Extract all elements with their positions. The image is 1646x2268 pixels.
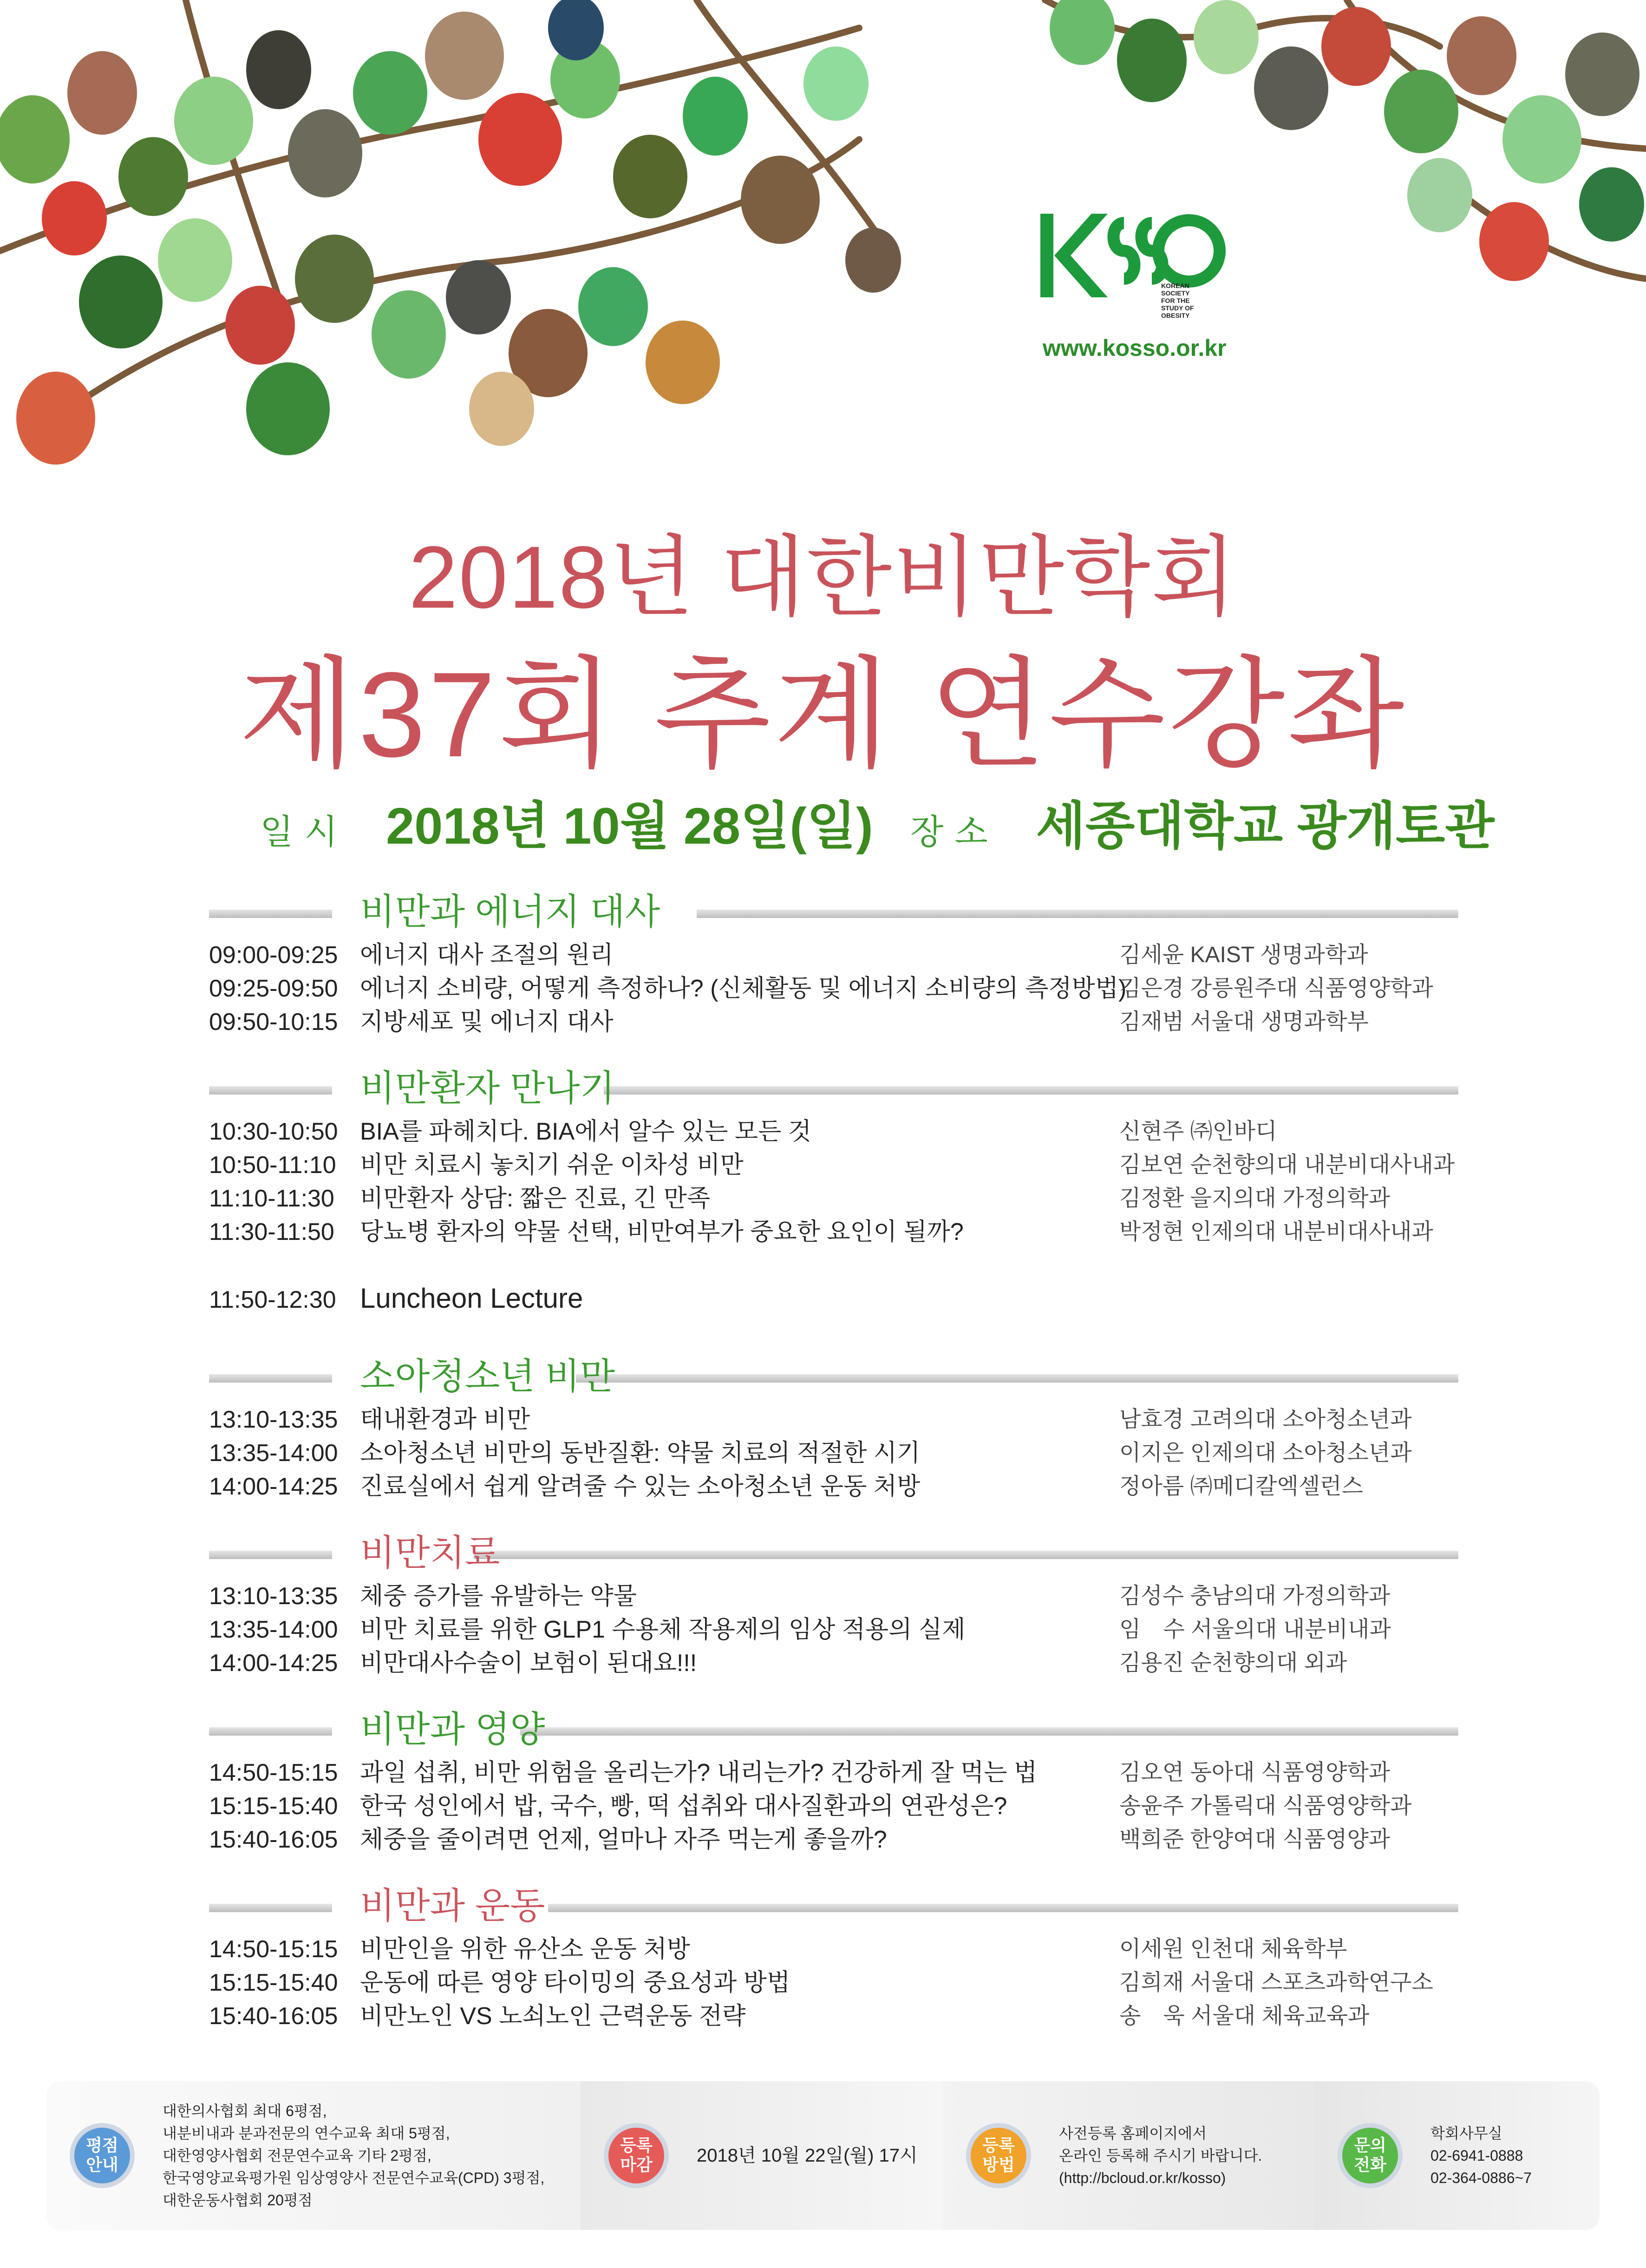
- session-time: 13:35-14:00: [209, 1440, 338, 1467]
- method-badge-text: 등록: [982, 2136, 1015, 2155]
- contact-phone[interactable]: 02-364-0886~7: [1430, 2170, 1532, 2186]
- session-speaker: 김오연 동아대 식품영양학과: [1119, 1760, 1391, 1785]
- session-topic: 비만노인 VS 노쇠노인 근력운동 전략: [360, 2003, 746, 2030]
- date-label: 일시: [260, 813, 349, 851]
- program-row: [209, 1148, 1458, 1182]
- berry-branch-illustration: [0, 0, 1646, 511]
- program-row: [209, 1115, 1458, 1148]
- contact-line: 학회사무실: [1430, 2125, 1502, 2142]
- method-line: 사전등록 홈페이지에서: [1059, 2125, 1207, 2142]
- section-divider: [209, 1086, 332, 1095]
- session-time: 15:40-16:05: [209, 1826, 338, 1853]
- session-speaker: 김재범 서울대 생명과학부: [1119, 1009, 1369, 1034]
- program-section: [209, 1877, 1458, 2033]
- program-row: [209, 1005, 1458, 1039]
- program-row: [209, 1470, 1458, 1503]
- program-row: [209, 972, 1458, 1005]
- registration-url[interactable]: (http://bcloud.or.kr/kosso): [1059, 2170, 1226, 2186]
- logo-society-name: STUDY OF: [1161, 304, 1194, 312]
- program-row: [209, 1580, 1458, 1613]
- session-time: 10:50-11:10: [209, 1152, 336, 1179]
- program-row: [209, 938, 1458, 972]
- session-topic: 소아청소년 비만의 동반질환: 약물 치료의 적절한 시기: [360, 1440, 921, 1467]
- session-speaker: 김정환 을지의대 가정의학과: [1119, 1186, 1391, 1211]
- session-time: 10:30-10:50: [209, 1118, 338, 1145]
- session-topic: 비만대사수술이 보험이 된대요!!!: [360, 1650, 697, 1677]
- logo-society-name: OBESITY: [1161, 312, 1190, 319]
- session-time: 13:10-13:35: [209, 1583, 338, 1610]
- session-speaker: 이지은 인제의대 소아청소년과: [1119, 1441, 1412, 1465]
- session-time: 15:15-15:40: [209, 1969, 338, 1996]
- session-topic: 한국 성인에서 밥, 국수, 빵, 떡 섭취와 대사질환과의 연관성은?: [360, 1793, 1007, 1820]
- program-row: [209, 1999, 1458, 2033]
- program-row: [209, 1823, 1458, 1856]
- section-divider: [604, 1086, 1458, 1095]
- program-row: [209, 1403, 1458, 1436]
- credits-badge-text: 안내: [86, 2156, 118, 2175]
- program-row: [209, 1436, 1458, 1470]
- session-speaker: 김보연 순천향의대 내분비대사내과: [1119, 1153, 1455, 1177]
- logo-society-name: KOREAN: [1161, 282, 1189, 289]
- session-topic: 과일 섭취, 비만 위험을 올리는가? 내리는가? 건강하게 잘 먹는 법: [360, 1759, 1038, 1786]
- program-row: [209, 1215, 1458, 1249]
- section-divider: [209, 1904, 332, 1912]
- program-row: [209, 1646, 1458, 1680]
- section-header: [209, 1877, 1458, 1933]
- title-line-1: 2018년 대한비만학회: [408, 528, 1238, 627]
- method-badge-text: 방법: [982, 2156, 1015, 2175]
- session-speaker: 김희재 서울대 스포츠과학연구소: [1119, 1970, 1433, 1995]
- date-value: 2018년 10월 28일(일): [385, 798, 873, 855]
- contact-badge: [1338, 2123, 1403, 2188]
- event-info: [260, 785, 1532, 855]
- section-title: 비만환자 만나기: [360, 1068, 615, 1108]
- section-title: 비만치료: [360, 1532, 500, 1573]
- section-divider: [474, 1551, 1458, 1559]
- section-divider: [548, 1904, 1458, 1912]
- session-speaker: 남효경 고려의대 소아청소년과: [1119, 1407, 1412, 1432]
- contact-badge-text: 문의: [1354, 2136, 1386, 2155]
- lunch-time: 11:50-12:30: [209, 1286, 336, 1313]
- session-time: 09:25-09:50: [209, 975, 338, 1002]
- program-section: [209, 883, 1458, 1039]
- contact-phone[interactable]: 02-6941-0888: [1430, 2147, 1523, 2164]
- session-topic: 태내환경과 비만: [360, 1406, 530, 1433]
- session-speaker: 송윤주 가톨릭대 식품영양학과: [1119, 1794, 1412, 1818]
- session-time: 15:40-16:05: [209, 2003, 338, 2030]
- session-topic: 에너지 대사 조절의 원리: [360, 942, 614, 969]
- section-divider: [576, 1374, 1458, 1383]
- program-row: [209, 1613, 1458, 1646]
- credits-badge: [70, 2123, 135, 2188]
- credits-line: 내분비내과 분과전문의 연수교육 최대 5평점,: [163, 2125, 450, 2142]
- session-topic: 비만 치료를 위한 GLP1 수용체 작용제의 임상 적용의 실제: [360, 1616, 966, 1643]
- session-speaker: 임 수 서울의대 내분비내과: [1119, 1617, 1391, 1642]
- session-topic: 지방세포 및 에너지 대사: [360, 1009, 614, 1036]
- section-divider: [209, 1374, 332, 1383]
- section-title: 비만과 에너지 대사: [360, 891, 660, 932]
- section-divider: [209, 1551, 332, 1559]
- method-badge: [966, 2123, 1031, 2188]
- section-header: [209, 1700, 1458, 1756]
- place-value: 세종대학교 광개토관: [1036, 798, 1495, 855]
- session-topic: 비만 치료시 놓치기 쉬운 이차성 비만: [360, 1152, 744, 1179]
- session-time: 15:15-15:40: [209, 1793, 338, 1820]
- session-speaker: 김성수 충남의대 가정의학과: [1119, 1584, 1391, 1608]
- program-row: [209, 1966, 1458, 1999]
- section-header: [209, 1059, 1458, 1115]
- session-speaker: 김용진 순천향의대 외과: [1119, 1651, 1347, 1675]
- session-speaker: 백희준 한양여대 식품영양과: [1119, 1827, 1391, 1852]
- footer-info-bar: [46, 2081, 1600, 2230]
- session-time: 11:10-11:30: [209, 1185, 334, 1212]
- contact-badge-text: 전화: [1354, 2156, 1386, 2175]
- logo-url[interactable]: www.kosso.or.kr: [1043, 335, 1227, 361]
- session-topic: 운동에 따른 영양 타이밍의 중요성과 방법: [360, 1969, 790, 1996]
- session-speaker: 박정현 인제의대 내분비대사내과: [1119, 1219, 1433, 1244]
- program-section: [209, 1059, 1458, 1249]
- method-line: 온라인 등록해 주시기 바랍니다.: [1059, 2147, 1262, 2164]
- section-title: 소아청소년 비만: [360, 1356, 615, 1396]
- section-title: 비만과 영양: [360, 1709, 545, 1750]
- credits-line: 한국영양교육평가원 임상영양사 전문연수교육(CPD) 3평점,: [163, 2170, 545, 2186]
- session-time: 11:30-11:50: [209, 1219, 334, 1245]
- credits-badge-text: 평점: [86, 2136, 118, 2155]
- program-row: [209, 1756, 1458, 1789]
- program-section: [209, 1347, 1458, 1503]
- session-time: 13:35-14:00: [209, 1616, 338, 1643]
- session-time: 14:50-15:15: [209, 1759, 338, 1786]
- deadline-badge: [604, 2123, 669, 2188]
- section-divider: [697, 910, 1458, 918]
- session-time: 13:10-13:35: [209, 1406, 338, 1433]
- section-title: 비만과 운동: [360, 1885, 545, 1926]
- logo-society-name: FOR THE: [1161, 297, 1190, 304]
- section-divider: [520, 1727, 1458, 1736]
- session-topic: 체중을 줄이려면 언제, 얼마나 자주 먹는게 좋을까?: [360, 1826, 887, 1853]
- luncheon-lecture: [209, 1282, 583, 1314]
- deadline-text: 2018년 10월 22일(월) 17시: [697, 2145, 918, 2166]
- session-topic: 체중 증가를 유발하는 약물: [360, 1583, 637, 1610]
- credits-info: [46, 2081, 581, 2230]
- section-divider: [209, 1727, 332, 1736]
- program-row: [209, 1789, 1458, 1823]
- program-section: [209, 1700, 1458, 1856]
- session-speaker: 김세윤 KAIST 생명과학과: [1119, 943, 1368, 967]
- section-divider: [209, 910, 332, 918]
- session-time: 09:00-09:25: [209, 942, 338, 969]
- credits-line: 대한영양사협회 전문연수교육 기타 2평점,: [163, 2147, 431, 2164]
- program-section: [209, 1524, 1458, 1680]
- session-time: 14:00-14:25: [209, 1650, 338, 1677]
- session-topic: 진료실에서 쉽게 알려줄 수 있는 소아청소년 운동 처방: [360, 1473, 921, 1500]
- session-time: 14:00-14:25: [209, 1473, 338, 1500]
- contact-text: [1430, 2122, 1532, 2189]
- contact-info: [1314, 2081, 1600, 2230]
- deadline-badge-text: 마감: [620, 2156, 653, 2175]
- section-header: [209, 883, 1458, 938]
- deadline-badge-text: 등록: [620, 2136, 653, 2155]
- session-topic: 에너지 소비량, 어떻게 측정하나? (신체활동 및 에너지 소비량의 측정방법): [360, 975, 1127, 1002]
- registration-method-info: [943, 2081, 1314, 2230]
- section-header: [209, 1524, 1458, 1580]
- session-speaker: 김은경 강릉원주대 식품영양학과: [1119, 976, 1433, 1001]
- logo-society-name: SOCIETY: [1161, 289, 1190, 297]
- place-label: 장소: [910, 813, 999, 851]
- deadline-info: [581, 2081, 943, 2230]
- session-speaker: 정아름 ㈜메디칼엑셀런스: [1119, 1474, 1364, 1499]
- credits-text: [163, 2100, 544, 2211]
- method-text: [1059, 2122, 1262, 2189]
- session-time: 14:50-15:15: [209, 1936, 338, 1963]
- section-header: [209, 1347, 1458, 1403]
- credits-line: 대한의사협회 최대 6평점,: [163, 2103, 327, 2119]
- session-topic: 비만인을 위한 유산소 운동 처방: [360, 1936, 690, 1963]
- lunch-label: Luncheon Lecture: [360, 1283, 583, 1314]
- session-topic: 당뇨병 환자의 약물 선택, 비만여부가 중요한 요인이 될까?: [360, 1219, 964, 1245]
- session-speaker: 신현주 ㈜인바디: [1119, 1119, 1277, 1144]
- program-row: [209, 1933, 1458, 1966]
- session-topic: BIA를 파헤치다. BIA에서 알수 있는 모든 것: [360, 1118, 812, 1145]
- title-line-2: 제37회 추계 연수강좌: [239, 648, 1407, 782]
- session-speaker: 송 욱 서울대 체육교육과: [1119, 2004, 1370, 2028]
- session-topic: 비만환자 상담: 짧은 진료, 긴 만족: [360, 1185, 711, 1212]
- session-time: 09:50-10:15: [209, 1009, 338, 1036]
- session-speaker: 이세원 인천대 체육학부: [1119, 1937, 1347, 1961]
- credits-line: 대한운동사협회 20평점: [163, 2192, 313, 2209]
- program-row: [209, 1182, 1458, 1215]
